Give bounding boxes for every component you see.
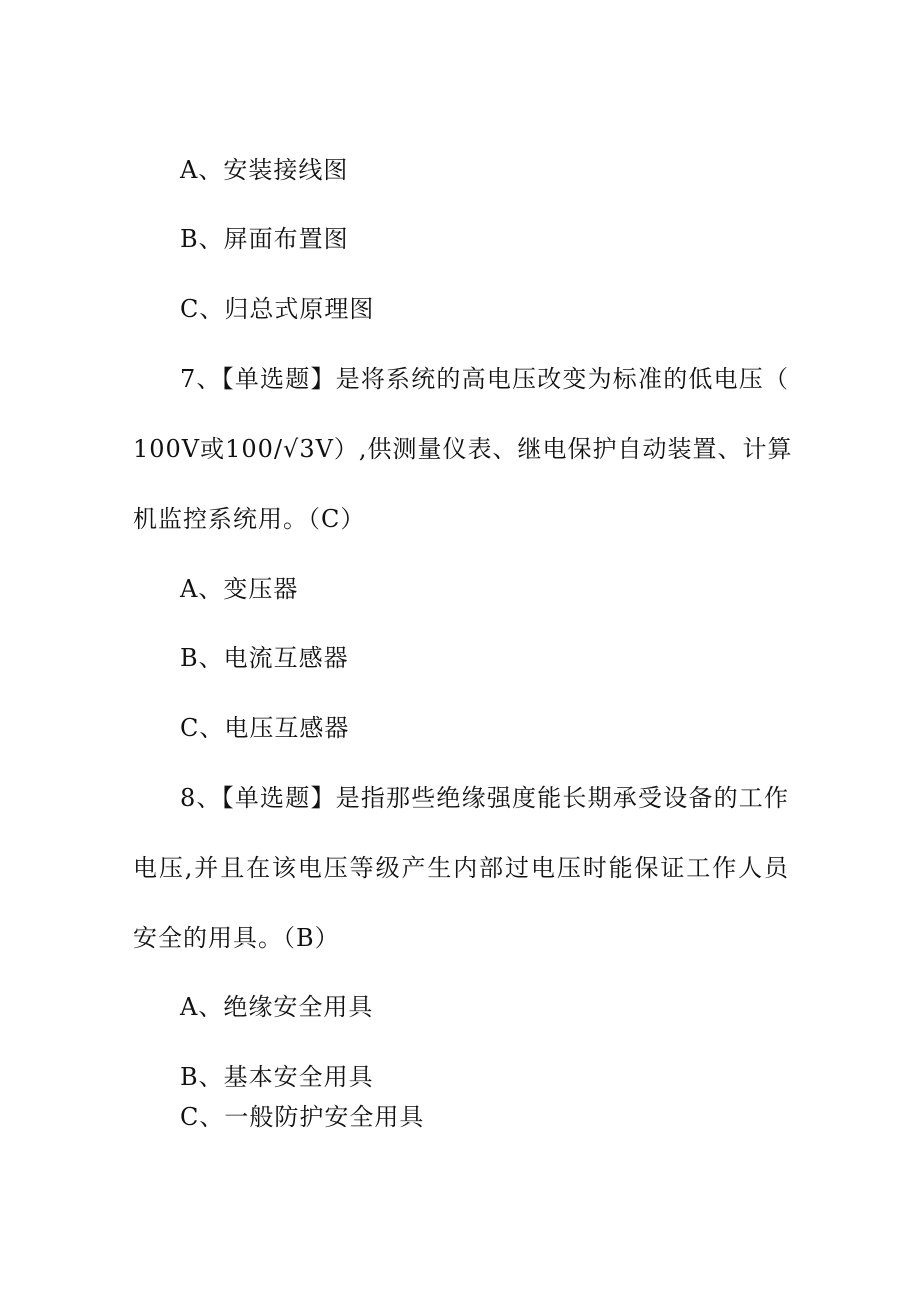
q6-option-b: B、屏面布置图 — [180, 225, 349, 253]
q7-option-b: B、电流互感器 — [180, 644, 349, 672]
q8-text-line-2: 电压,并且在该电压等级产生内部过电压时能保证工作人员 — [133, 854, 789, 882]
q7-option-c: C、电压互感器 — [180, 714, 350, 742]
q8-option-a: A、绝缘安全用具 — [180, 993, 374, 1021]
q8-text-line-3: 安全的用具。（B） — [133, 924, 340, 952]
q7-text-line-3: 机监控系统用。（C） — [133, 505, 366, 533]
q6-option-c: C、归总式原理图 — [180, 295, 375, 323]
q7-text-line-1: 7、【单选题】是将系统的高电压改变为标准的低电压（ — [180, 365, 789, 393]
q7-text-line-2: 100V或100/√3V）,供测量仪表、继电保护自动装置、计算 — [133, 435, 793, 463]
q7-option-a: A、变压器 — [180, 575, 299, 603]
q6-option-a: A、安装接线图 — [180, 156, 349, 184]
q8-option-c: C、一般防护安全用具 — [180, 1103, 425, 1131]
q8-option-b: B、基本安全用具 — [180, 1063, 374, 1091]
q8-text-line-1: 8、【单选题】是指那些绝缘强度能长期承受设备的工作 — [180, 784, 789, 812]
